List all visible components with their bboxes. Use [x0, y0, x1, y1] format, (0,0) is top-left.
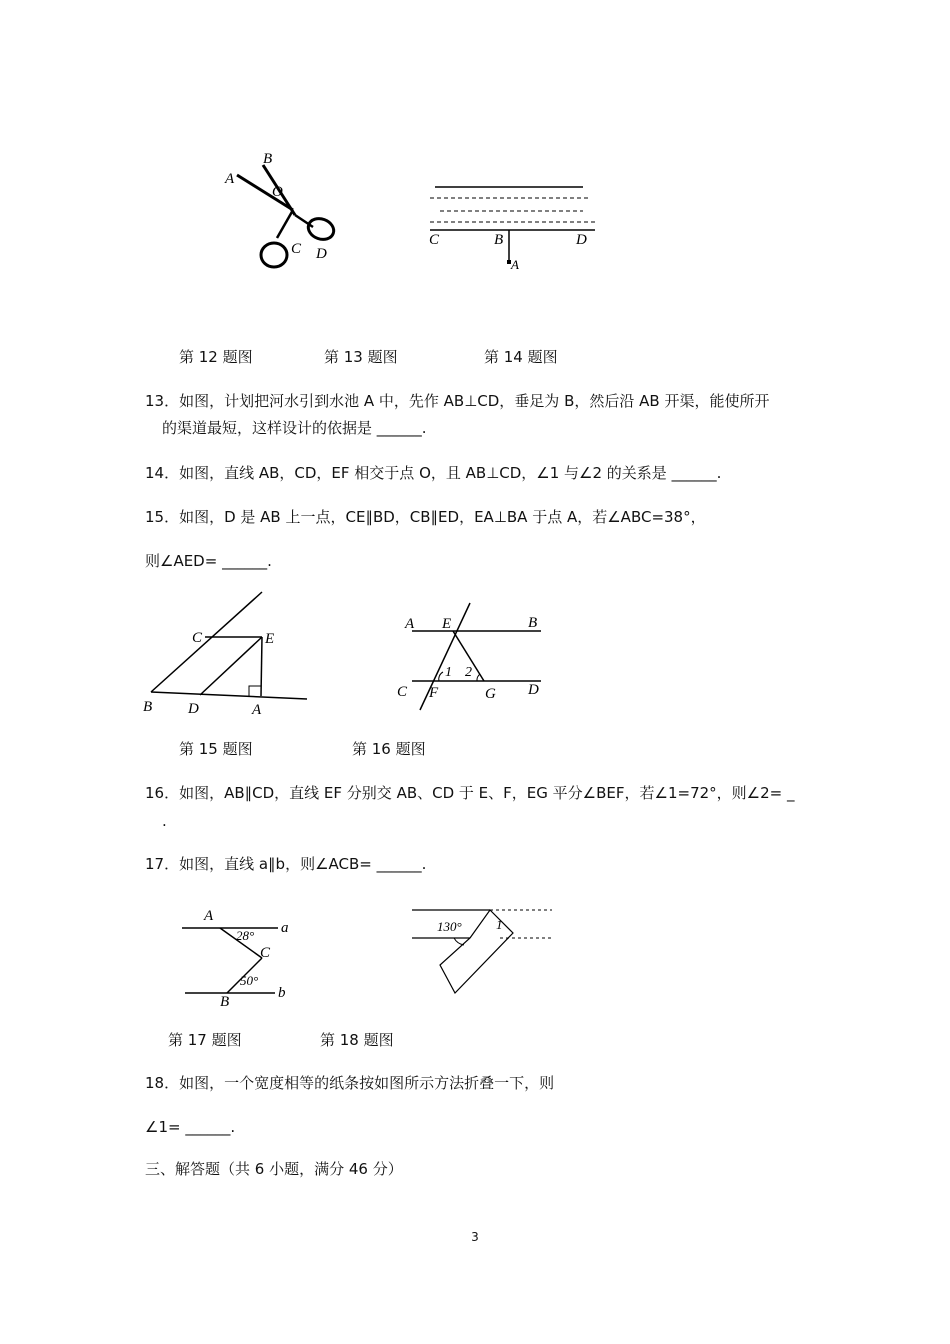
question-14: 14．如图，直线 AB，CD，EF 相交于点 O，且 AB⊥CD，∠1 与∠2 的关系是 ______. — [145, 464, 722, 482]
caption-fig17: 第 17 题图 — [168, 1031, 242, 1049]
fig17-label-A: A — [204, 908, 214, 924]
fig15-label-C: C — [192, 630, 203, 646]
figure-18 — [410, 905, 555, 1000]
caption-fig16: 第 16 题图 — [352, 740, 426, 758]
fig15-label-B: B — [143, 699, 153, 715]
question-15-line1: 15．如图，D 是 AB 上一点，CE∥BD，CB∥ED，EA⊥BA 于点 A，若∠ABC=38°， — [145, 508, 706, 526]
fig16-label-F: F — [429, 685, 439, 701]
fig17-angle-28: 28° — [236, 928, 255, 943]
caption-fig13: 第 13 题图 — [324, 348, 398, 366]
fig13-label-B: B — [494, 232, 504, 248]
fig17-label-B: B — [220, 994, 230, 1010]
fig13-label-A: A — [511, 257, 519, 272]
fig17-label-C: C — [260, 945, 271, 961]
figure-13-river — [425, 178, 605, 278]
question-18-line1: 18．如图，一个宽度相等的纸条按如图所示方法折叠一下，则 — [145, 1074, 555, 1092]
figure-17 — [180, 905, 300, 1010]
fig16-label-D: D — [528, 682, 539, 698]
question-16-line1: 16．如图，AB∥CD，直线 EF 分别交 AB、CD 于 E、F，EG 平分∠BEF，若∠1=72°，则∠2= _ — [145, 784, 795, 802]
fig15-label-A: A — [252, 702, 262, 718]
figure-12-scissors — [215, 145, 350, 275]
fig16-label-1: 1 — [445, 665, 452, 680]
question-13-line2: 的渠道最短，这样设计的依据是 ______. — [162, 419, 427, 437]
question-18-line2: ∠1= ______. — [145, 1118, 236, 1136]
fig18-angle-130: 130° — [437, 919, 462, 934]
fig17-label-a: a — [281, 920, 289, 936]
fig12-label-C: C — [291, 241, 302, 257]
fig18-label-1: 1 — [496, 917, 503, 932]
fig16-label-G: G — [485, 686, 496, 702]
fig17-angle-50: 50° — [240, 973, 259, 988]
figure-16 — [395, 600, 545, 715]
question-17: 17．如图，直线 a∥b，则∠ACB= ______. — [145, 855, 427, 873]
caption-fig12: 第 12 题图 — [179, 348, 253, 366]
fig12-label-B: B — [263, 151, 273, 167]
caption-fig18: 第 18 题图 — [320, 1031, 394, 1049]
question-15-line2: 则∠AED= ______. — [145, 552, 272, 570]
fig13-label-D: D — [576, 232, 587, 248]
fig16-label-2: 2 — [465, 665, 472, 680]
fig16-label-A: A — [405, 616, 415, 632]
fig15-label-D: D — [188, 701, 199, 717]
fig15-label-E: E — [265, 631, 275, 647]
fig12-label-D: D — [316, 246, 327, 262]
fig12-label-A: A — [225, 171, 235, 187]
section-3-heading: 三、解答题（共 6 小题，满分 46 分） — [145, 1160, 403, 1178]
question-13-line1: 13．如图，计划把河水引到水池 A 中，先作 AB⊥CD，垂足为 B，然后沿 AB 开渠，能使所开 — [145, 392, 770, 410]
fig12-label-O: O — [272, 184, 283, 200]
fig17-label-b: b — [278, 985, 286, 1001]
question-16-line2: . — [162, 812, 167, 830]
caption-fig14: 第 14 题图 — [484, 348, 558, 366]
fig16-label-B: B — [528, 615, 538, 631]
fig16-label-C: C — [397, 684, 408, 700]
fig16-label-E: E — [442, 616, 452, 632]
caption-fig15: 第 15 题图 — [179, 740, 253, 758]
figure-15 — [140, 585, 315, 720]
page-number: 3 — [471, 1230, 479, 1244]
fig13-label-C: C — [429, 232, 440, 248]
